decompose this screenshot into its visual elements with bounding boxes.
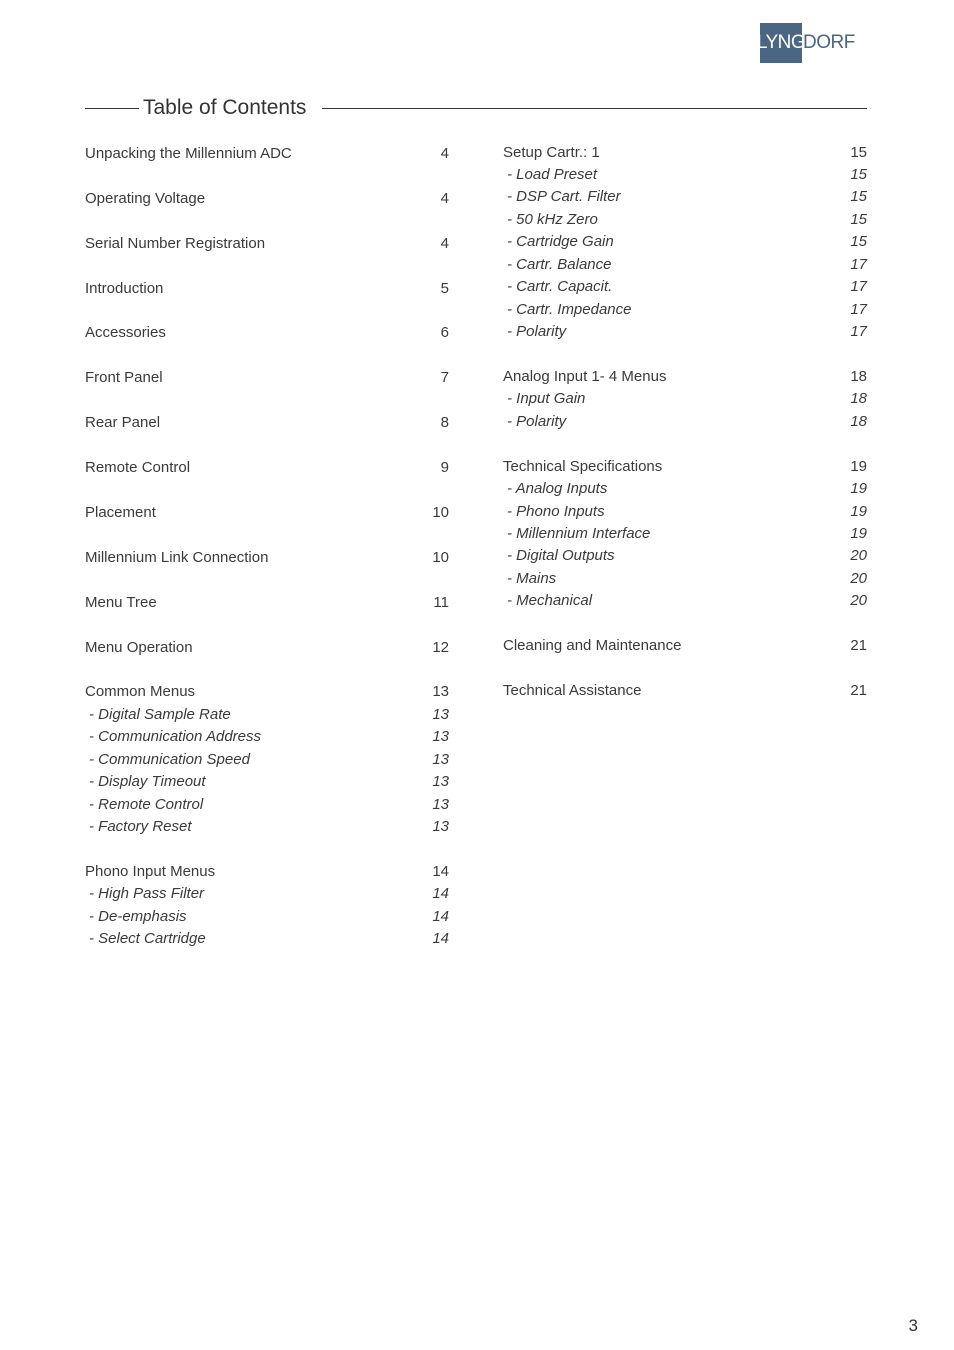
toc-entry-label: Unpacking the Millennium ADC	[85, 145, 292, 162]
toc-entry-label: Menu Operation	[85, 639, 193, 656]
toc-heading	[85, 94, 867, 122]
toc-entry	[503, 456, 867, 478]
toc-entry	[503, 366, 867, 388]
toc-entry-page: 18	[850, 413, 867, 430]
toc-entry-page: 13	[432, 773, 449, 790]
toc-entry	[85, 502, 449, 524]
toc-entry-label: Introduction	[85, 280, 164, 297]
toc-entry-page: 4	[440, 235, 449, 252]
toc-entry	[85, 412, 449, 434]
toc-entry-page: 15	[850, 166, 867, 183]
toc-entry-page: 21	[850, 682, 867, 699]
toc-entry-label: - Input Gain	[507, 390, 586, 407]
toc-subentry	[503, 523, 867, 545]
toc-entry	[503, 142, 867, 164]
toc-entry	[85, 457, 449, 479]
toc-entry-label: Accessories	[85, 324, 166, 341]
logo-part-a: LYNG	[760, 23, 802, 63]
logo-part-b: DORF	[803, 32, 855, 53]
toc-entry	[503, 635, 867, 657]
toc-entry-label: Rear Panel	[85, 414, 161, 431]
toc-entry-page: 14	[432, 863, 449, 880]
toc-subentry	[503, 231, 867, 253]
toc-entry-label: Setup Cartr.: 1	[503, 144, 600, 161]
toc-entry-page: 6	[440, 324, 449, 341]
toc-entry-label: - High Pass Filter	[89, 885, 205, 902]
toc-entry-label: Serial Number Registration	[85, 235, 266, 252]
toc-entry-label: Technical Specifications	[503, 458, 663, 475]
toc-subentry	[85, 771, 449, 793]
toc-entry	[85, 861, 449, 883]
toc-entry-label: - Polarity	[507, 413, 567, 430]
toc-subentry	[85, 906, 449, 928]
toc-entry-page: 12	[432, 639, 449, 656]
toc-entry-label: - Cartr. Impedance	[507, 301, 632, 318]
toc-entry-label: - Communication Speed	[89, 751, 250, 768]
toc-entry-label: - Remote Control	[89, 796, 204, 813]
toc-entry-page: 18	[850, 368, 867, 385]
toc-entry-page: 7	[440, 369, 449, 386]
toc-entry-page: 19	[850, 525, 867, 542]
toc-subentry	[85, 726, 449, 748]
toc-entry	[85, 592, 449, 614]
toc-entry-page: 14	[432, 908, 449, 925]
toc-entry-page: 19	[850, 503, 867, 520]
toc-entry-page: 8	[440, 414, 449, 431]
toc-entry-page: 17	[850, 323, 867, 340]
toc-entry-label: - Phono Inputs	[507, 503, 605, 520]
toc-entry-label: Front Panel	[85, 369, 163, 386]
toc-subentry	[503, 478, 867, 500]
toc-entry-page: 4	[440, 145, 449, 162]
toc-entry-page: 10	[432, 504, 449, 521]
toc-entry-label: Millennium Link Connection	[85, 549, 269, 566]
brand-logo	[756, 23, 855, 63]
toc-entry-page: 20	[850, 592, 867, 609]
toc-entry	[85, 322, 449, 344]
toc-subentry	[503, 501, 867, 523]
toc-entry-page: 19	[850, 480, 867, 497]
toc-subentry	[503, 254, 867, 276]
toc-entry-page: 9	[440, 459, 449, 476]
page-title: Table of Contents	[143, 96, 307, 119]
toc-entry-page: 5	[440, 280, 449, 297]
heading-rule-left	[85, 108, 139, 109]
toc-subentry	[85, 704, 449, 726]
toc-entry	[85, 143, 449, 165]
toc-entry-page: 14	[432, 930, 449, 947]
toc-entry-label: - Millennium Interface	[507, 525, 651, 542]
toc-entry-page: 11	[433, 594, 449, 611]
toc-entry-page: 21	[850, 637, 867, 654]
toc-entry-page: 20	[850, 547, 867, 564]
toc-entry-label: - Load Preset	[507, 166, 598, 183]
toc-entry	[85, 367, 449, 389]
toc-entry-page: 14	[432, 885, 449, 902]
toc-entry-page: 13	[432, 683, 449, 700]
toc-entry-label: - Select Cartridge	[89, 930, 206, 947]
toc-subentry	[503, 545, 867, 567]
toc-entry	[503, 680, 867, 702]
toc-entry	[85, 233, 449, 255]
toc-entry-label: - Cartr. Balance	[507, 256, 612, 273]
toc-subentry	[85, 883, 449, 905]
toc-subentry	[85, 794, 449, 816]
toc-subentry	[503, 568, 867, 590]
toc-subentry	[503, 276, 867, 298]
toc-entry-page: 13	[432, 706, 449, 723]
toc-entry-label: Cleaning and Maintenance	[503, 637, 682, 654]
toc-entry-page: 10	[432, 549, 449, 566]
toc-entry-page: 17	[850, 278, 867, 295]
toc-entry-page: 17	[850, 256, 867, 273]
heading-rule-right	[322, 108, 867, 109]
toc-entry-label: Analog Input 1- 4 Menus	[503, 368, 667, 385]
toc-entry-label: - Communication Address	[89, 728, 262, 745]
toc-entry-label: - Cartridge Gain	[507, 233, 614, 250]
toc-entry-label: - Digital Sample Rate	[89, 706, 231, 723]
toc-entry-label: - Factory Reset	[89, 818, 192, 835]
toc-subentry	[503, 186, 867, 208]
toc-entry-page: 13	[432, 796, 449, 813]
toc-entry-page: 15	[850, 233, 867, 250]
toc-entry-page: 17	[850, 301, 867, 318]
toc-entry-page: 15	[850, 144, 867, 161]
toc-entry-label: Operating Voltage	[85, 190, 206, 207]
toc-entry-label: - Cartr. Capacit.	[507, 278, 613, 295]
toc-entry	[85, 278, 449, 300]
toc-entry-label: Phono Input Menus	[85, 863, 216, 880]
toc-subentry	[503, 321, 867, 343]
toc-subentry	[503, 388, 867, 410]
toc-entry-label: Common Menus	[85, 683, 196, 700]
toc-entry-page: 18	[850, 390, 867, 407]
toc-entry-page: 13	[432, 751, 449, 768]
page-number: 3	[908, 1316, 918, 1335]
toc-entry-page: 19	[850, 458, 867, 475]
toc-entry-label: Technical Assistance	[503, 682, 642, 699]
toc-entry-page: 13	[432, 728, 449, 745]
toc-entry-page: 15	[850, 188, 867, 205]
toc-entry-label: - Digital Outputs	[507, 547, 615, 564]
toc-entry-label: Remote Control	[85, 459, 191, 476]
toc-entry	[85, 547, 449, 569]
toc-subentry	[85, 928, 449, 950]
toc-entry-page: 15	[850, 211, 867, 228]
toc-entry-label: - De-emphasis	[89, 908, 187, 925]
toc-subentry	[85, 749, 449, 771]
toc-entry-label: - Polarity	[507, 323, 567, 340]
toc-subentry	[503, 299, 867, 321]
toc-entry-label: Menu Tree	[85, 594, 157, 611]
toc-entry-label: - Display Timeout	[89, 773, 206, 790]
toc-entry-page: 13	[432, 818, 449, 835]
toc-entry	[85, 681, 449, 703]
toc-subentry	[85, 816, 449, 838]
toc-entry-page: 4	[440, 190, 449, 207]
toc-entry-label: - Mains	[507, 570, 557, 587]
toc-entry-page: 20	[850, 570, 867, 587]
toc-subentry	[503, 411, 867, 433]
toc-subentry	[503, 209, 867, 231]
toc-entry	[85, 188, 449, 210]
toc-entry-label: - Analog Inputs	[507, 480, 608, 497]
toc-subentry	[503, 590, 867, 612]
toc-entry-label: - 50 kHz Zero	[507, 211, 598, 228]
toc-entry	[85, 637, 449, 659]
toc-entry-label: - DSP Cart. Filter	[507, 188, 621, 205]
toc-entry-label: Placement	[85, 504, 156, 521]
toc-subentry	[503, 164, 867, 186]
toc-entry-label: - Mechanical	[507, 592, 593, 609]
